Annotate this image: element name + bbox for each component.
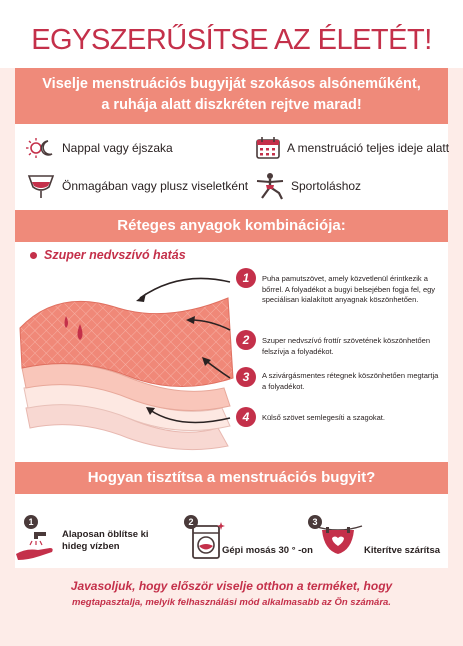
- rinse-icon: [14, 530, 58, 562]
- layer-step-text: Puha pamutszövet, amely közvetlenül érintkezik a bőrrel. A folyadékot a bugyi belsejében fogja fel, egy speciálisan kialakított anyagnak köszönhetően.: [262, 274, 436, 304]
- super-absorbent-text: Szuper nedvszívó hatás: [44, 248, 186, 262]
- intro-line-1: Viselje menstruációs bugyiját szokásos alsóneműként,: [42, 76, 421, 92]
- cleaning-heading: Hogyan tisztítsa a menstruációs bugyit?: [15, 462, 448, 494]
- cup-icon: [26, 173, 56, 199]
- layers-heading: Réteges anyagok kombinációja:: [15, 210, 448, 242]
- line-dry-icon: [312, 520, 364, 562]
- clean-step-number: 2: [184, 515, 198, 529]
- footer-line-1: Javasoljuk, hogy először viselje otthon a terméket, hogy: [70, 579, 393, 593]
- feature-standalone: [26, 173, 248, 199]
- feature-label: Nappal vagy éjszaka: [62, 141, 173, 155]
- page-title: EGYSZERŰSÍTSE AZ ÉLETÉT!: [31, 24, 432, 56]
- feature-label: Sportoláshoz: [291, 179, 362, 193]
- bullet-dot: [30, 252, 37, 259]
- clean-step-number: 3: [308, 515, 322, 529]
- clean-step-number: 1: [24, 515, 38, 529]
- feature-whole-period: [255, 136, 449, 160]
- layer-step-text: Szuper nedvszívó frottír szövetének köszönhetően felszívja a folyadékot.: [262, 336, 431, 356]
- sun-moon-icon: [26, 136, 56, 160]
- layer-step-text: A szivárgásmentes rétegnek köszönhetően megtartja a folyadékot.: [262, 371, 439, 391]
- pointer-arrows: [120, 260, 240, 440]
- clean-step-text: Gépi mosás 30 ° -on: [222, 545, 313, 556]
- feature-day-night: [26, 136, 173, 160]
- clean-step-text: [62, 529, 149, 553]
- calendar-icon: [255, 136, 281, 160]
- layer-step-number: 1: [236, 268, 256, 288]
- yoga-icon: [255, 172, 285, 200]
- footer-note: [15, 578, 448, 610]
- intro-banner: [15, 68, 448, 124]
- layer-step-number: 4: [236, 407, 256, 427]
- intro-line-2: a ruhája alatt diszkréten rejtve marad!: [101, 97, 362, 113]
- layer-step-text: Külső szövet semlegesíti a szagokat.: [262, 413, 385, 422]
- footer-line-2: megtapasztalja, melyik felhasználási mód alkalmasabb az Ön számára.: [72, 597, 391, 608]
- layer-step-number: 3: [236, 367, 256, 387]
- layer-step-number: 2: [236, 330, 256, 350]
- feature-label: Önmagában vagy plusz viseletként: [62, 179, 249, 193]
- title-area: [0, 0, 463, 68]
- clean-step-line: Alaposan öblítse ki: [62, 529, 149, 540]
- feature-sport: [255, 172, 361, 200]
- clean-step-line: hideg vízben: [62, 541, 120, 552]
- clean-step-text: Kiterítve szárítsa: [364, 545, 441, 556]
- washing-machine-icon: [190, 520, 226, 562]
- feature-label: A menstruáció teljes ideje alatt: [287, 141, 450, 155]
